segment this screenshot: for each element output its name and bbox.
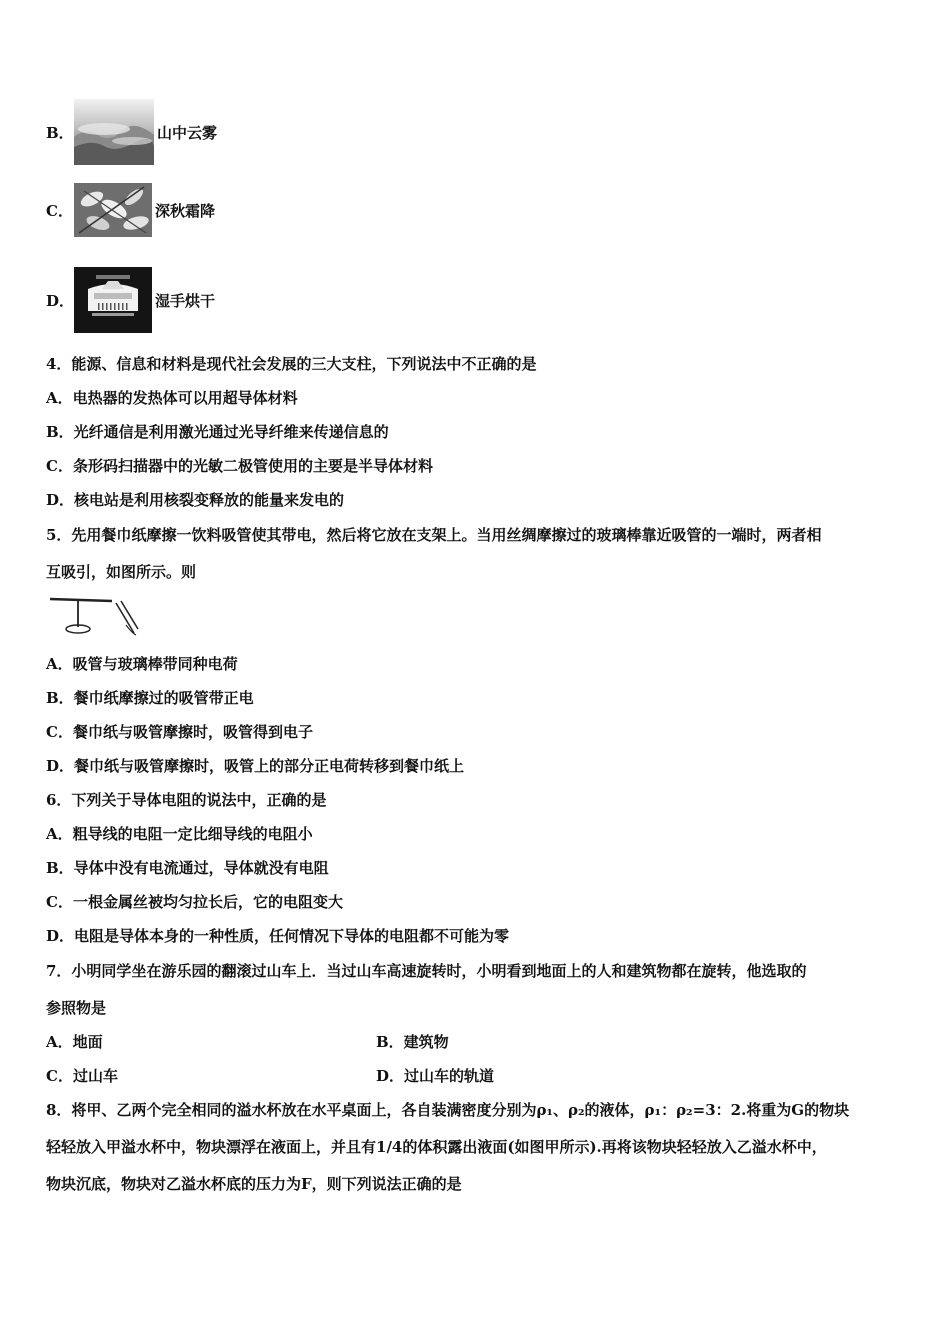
q5-option-b[interactable]: B．餐巾纸摩擦过的吸管带正电 [46, 689, 254, 707]
question-8-stem-line3: 物块沉底，物块对乙溢水杯底的压力为F，则下列说法正确的是 [46, 1175, 462, 1193]
q4-option-b[interactable]: B．光纤通信是利用激光通过光导纤维来传递信息的 [46, 423, 389, 441]
q6-option-b[interactable]: B．导体中没有电流通过，导体就没有电阻 [46, 859, 329, 877]
q5-option-a[interactable]: A．吸管与玻璃棒带同种电荷 [46, 655, 238, 673]
question-5-stem-line1: 5．先用餐巾纸摩擦一饮料吸管使其带电，然后将它放在支架上。当用丝绸摩擦过的玻璃棒靠近吸管的一端时，两者相 [46, 526, 822, 544]
q3-option-c[interactable] [46, 183, 215, 237]
question-6-stem: 6．下列关于导体电阻的说法中，正确的是 [46, 791, 327, 809]
question-7-stem-line2: 参照物是 [46, 999, 107, 1017]
hand-dryer-image [74, 267, 152, 333]
option-letter: B． [46, 123, 74, 142]
q7-option-d[interactable]: D．过山车的轨道 [376, 1067, 495, 1085]
option-label: 山中云雾 [157, 123, 218, 142]
q6-option-d[interactable]: D．电阻是导体本身的一种性质，任何情况下导体的电阻都不可能为零 [46, 927, 510, 945]
q7-option-c[interactable]: C．过山车 [46, 1067, 118, 1085]
q7-option-a[interactable]: A．地面 [46, 1033, 103, 1051]
q3-option-b[interactable] [46, 99, 217, 165]
question-8-stem-line1: 8．将甲、乙两个完全相同的溢水杯放在水平桌面上，各自装满密度分别为ρ₁、ρ₂的液体，ρ₁：ρ₂=3：2.将重为G的物块 [46, 1101, 850, 1119]
q6-option-c[interactable]: C．一根金属丝被均匀拉长后，它的电阻变大 [46, 893, 343, 911]
q5-option-d[interactable]: D．餐巾纸与吸管摩擦时，吸管上的部分正电荷转移到餐巾纸上 [46, 757, 465, 775]
q7-option-b[interactable]: B．建筑物 [376, 1033, 449, 1051]
question-8-stem-line2: 轻轻放入甲溢水杯中，物块漂浮在液面上，并且有1/4的体积露出液面(如图甲所示).再将该物块轻轻放入乙溢水杯中， [46, 1138, 827, 1156]
straw-glass-rod-figure [46, 589, 142, 639]
question-5-stem-line2: 互吸引，如图所示。则 [46, 563, 197, 581]
option-label: 深秋霜降 [155, 201, 216, 220]
question-4-stem: 4．能源、信息和材料是现代社会发展的三大支柱，下列说法中不正确的是 [46, 355, 537, 373]
q4-option-c[interactable]: C．条形码扫描器中的光敏二极管使用的主要是半导体材料 [46, 457, 433, 475]
q3-option-d[interactable] [46, 267, 215, 333]
option-letter: C． [46, 201, 73, 220]
q6-option-a[interactable]: A．粗导线的电阻一定比细导线的电阻小 [46, 825, 313, 843]
option-label: 湿手烘干 [155, 291, 216, 310]
autumn-frost-image [74, 183, 152, 237]
q5-option-c[interactable]: C．餐巾纸与吸管摩擦时，吸管得到电子 [46, 723, 313, 741]
question-7-stem-line1: 7．小明同学坐在游乐园的翻滚过山车上．当过山车高速旋转时，小明看到地面上的人和建筑物都在旋转，他选取的 [46, 962, 807, 980]
q4-option-d[interactable]: D．核电站是利用核裂变释放的能量来发电的 [46, 491, 345, 509]
mountain-fog-image [74, 99, 154, 165]
option-letter: D． [46, 291, 75, 310]
q4-option-a[interactable]: A．电热器的发热体可以用超导体材料 [46, 389, 298, 407]
